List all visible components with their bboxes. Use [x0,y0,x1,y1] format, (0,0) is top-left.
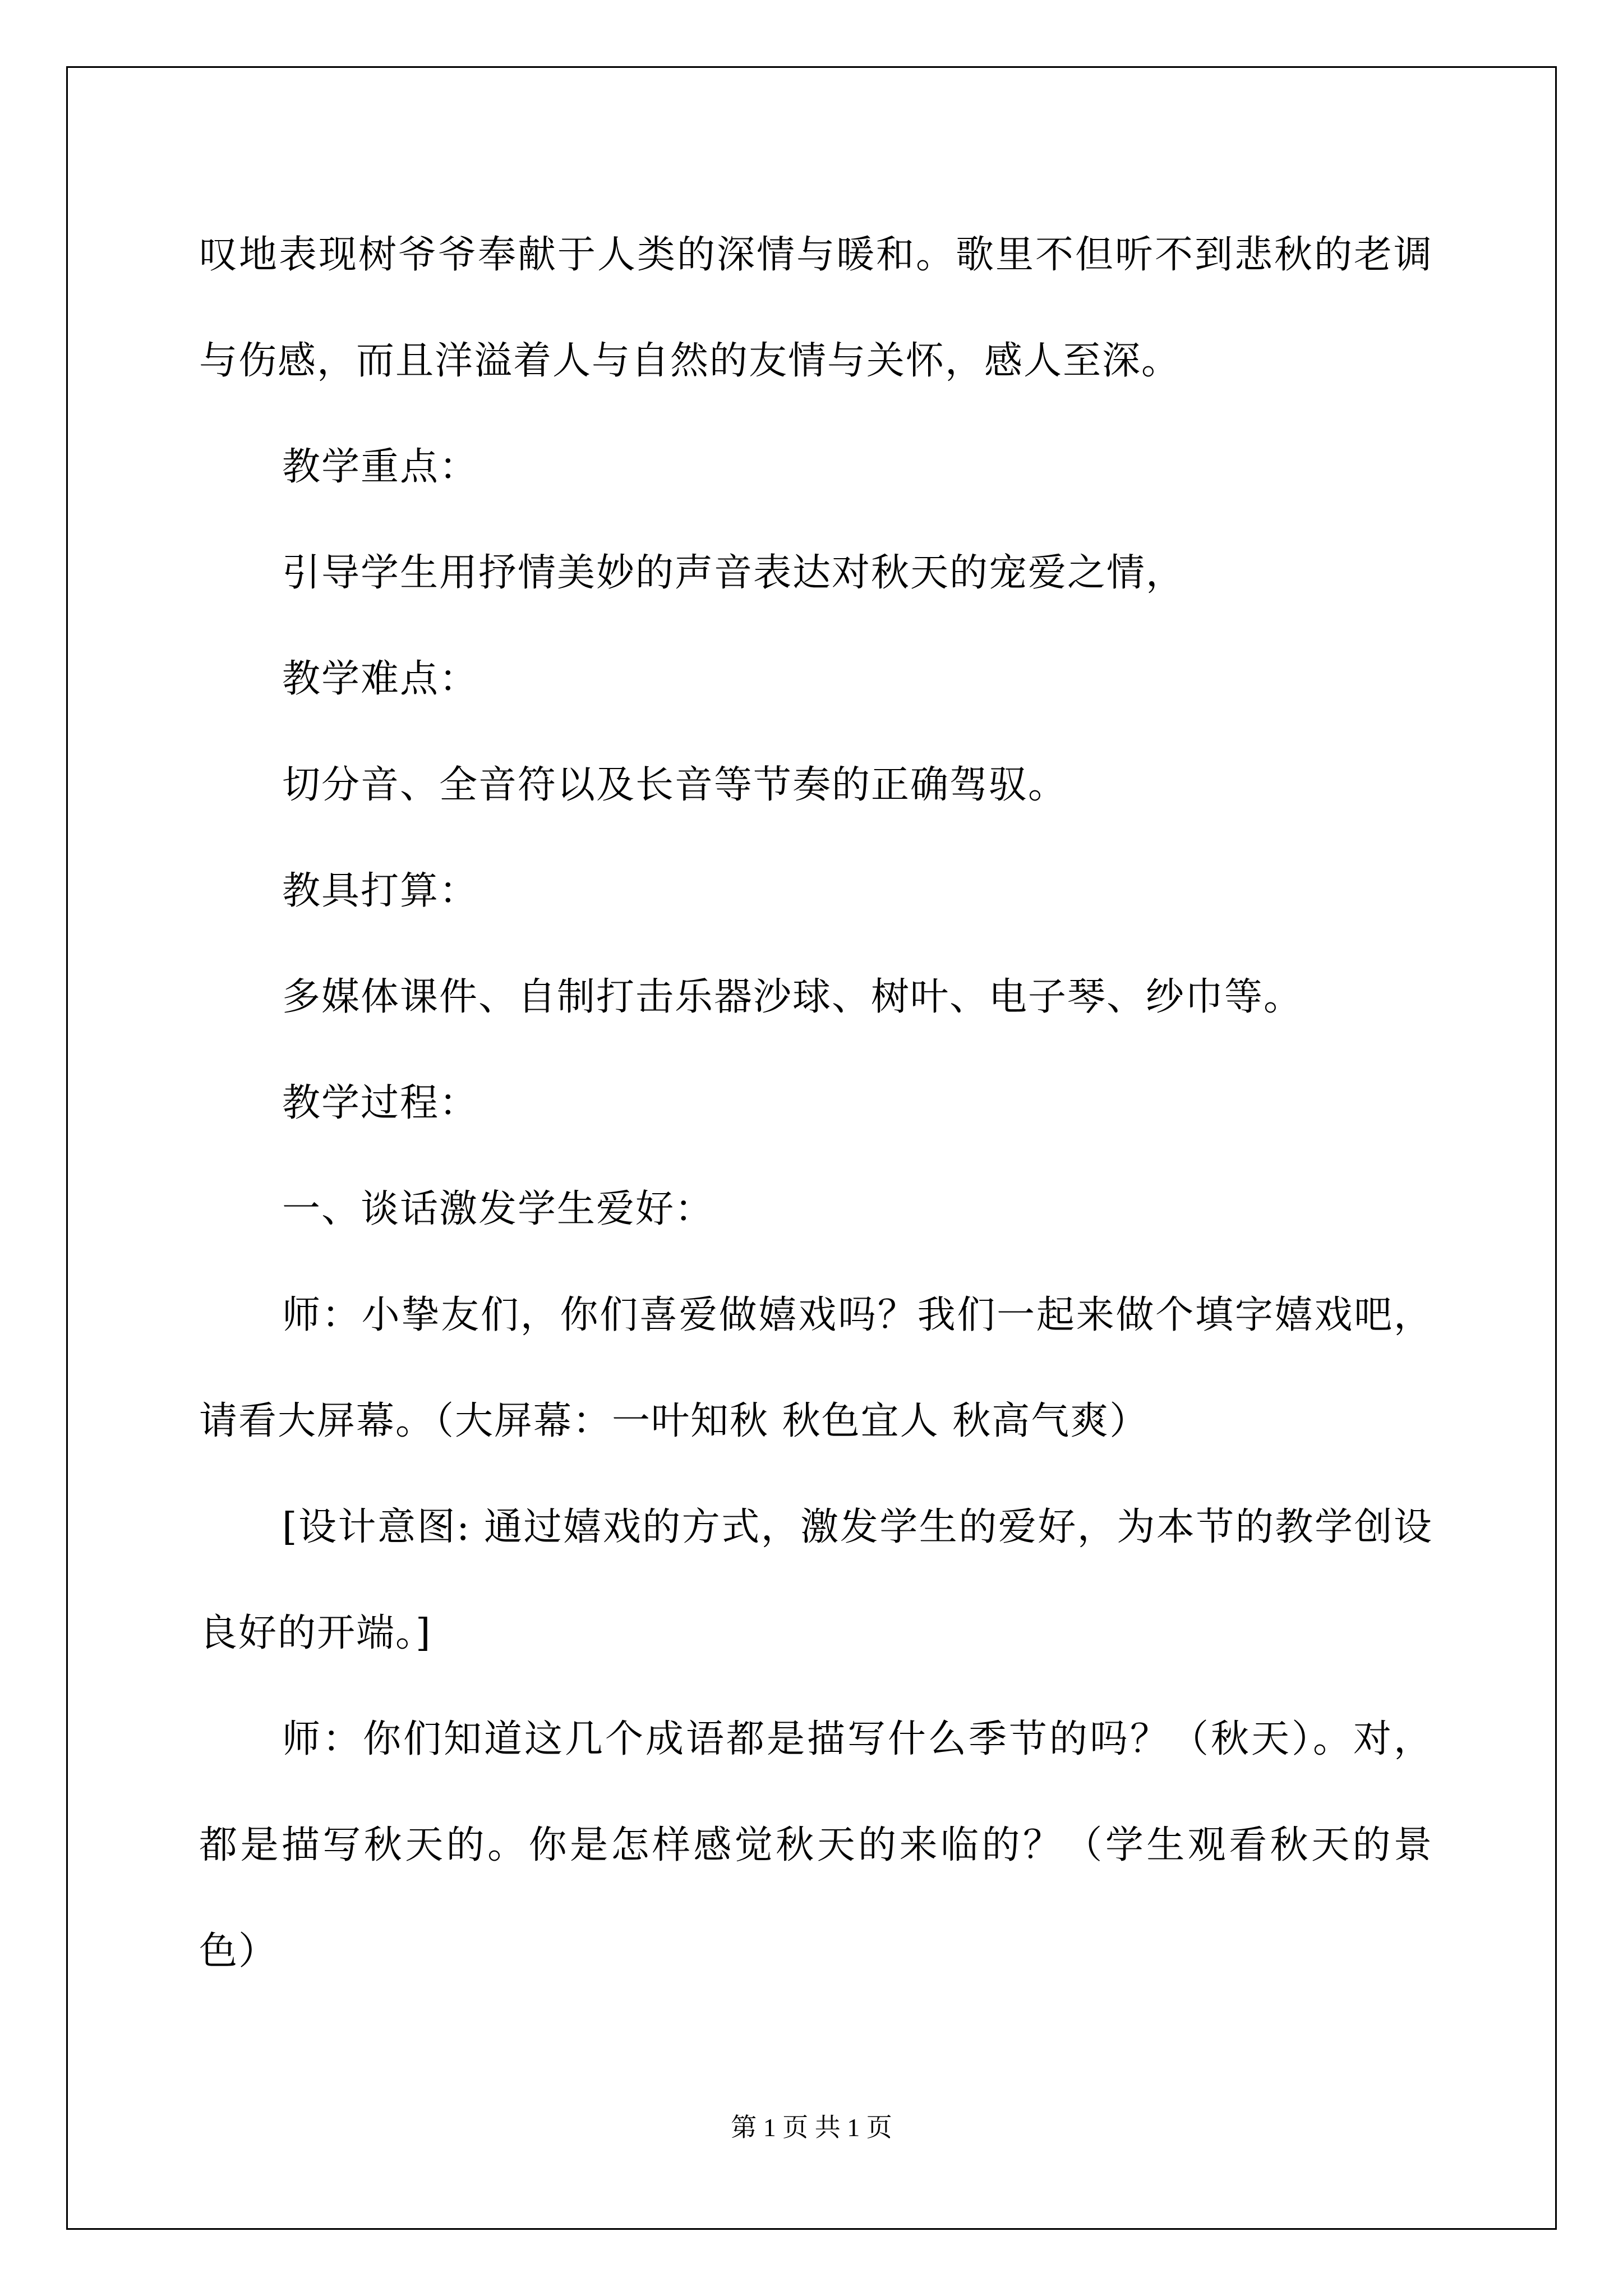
heading-section-one: 一、谈话激发学生爱好： [282,1187,714,1231]
heading-teaching-focus: 教学重点： [282,445,479,489]
paragraph-teaching-focus: 引导学生用抒情美妙的声音表达对秋天的宠爱之情， [282,551,1186,595]
document-body [199,202,1433,2004]
paragraph-teacher-dialogue-1: 师：小挚友们，你们喜爱做嬉戏吗？我们一起来做个填字嬉戏吧，请看大屏幕。（大屏幕：一叶知秋 秋色宜人 秋高气爽） [199,1293,1433,1443]
paragraph-teaching-aids: 多媒体课件、自制打击乐器沙球、树叶、电子琴、纱巾等。 [282,975,1303,1019]
heading-teaching-aids: 教具打算： [282,869,479,913]
paragraph-intro: 叹地表现树爷爷奉献于人类的深情与暖和。歌里不但听不到悲秋的老调与伤感，而且洋溢着人与自然的友情与关怀，感人至深。 [199,233,1433,383]
heading-teaching-process: 教学过程： [282,1081,479,1125]
paragraph-teacher-dialogue-2: 师：你们知道这几个成语都是描写什么季节的吗？（秋天）。对，都是描写秋天的。你是怎样感觉秋天的来临的？（学生观看秋天的景色） [199,1717,1433,1973]
page-footer: 第 1 页 共 1 页 [731,2113,892,2142]
paragraph-design-intent: [设计意图: 通过嬉戏的方式，激发学生的爱好，为本节的教学创设良好的开端。] [199,1505,1433,1655]
paragraph-teaching-difficulty: 切分音、全音符以及长音等节奏的正确驾驭。 [282,763,1068,807]
heading-teaching-difficulty: 教学难点： [282,657,479,701]
